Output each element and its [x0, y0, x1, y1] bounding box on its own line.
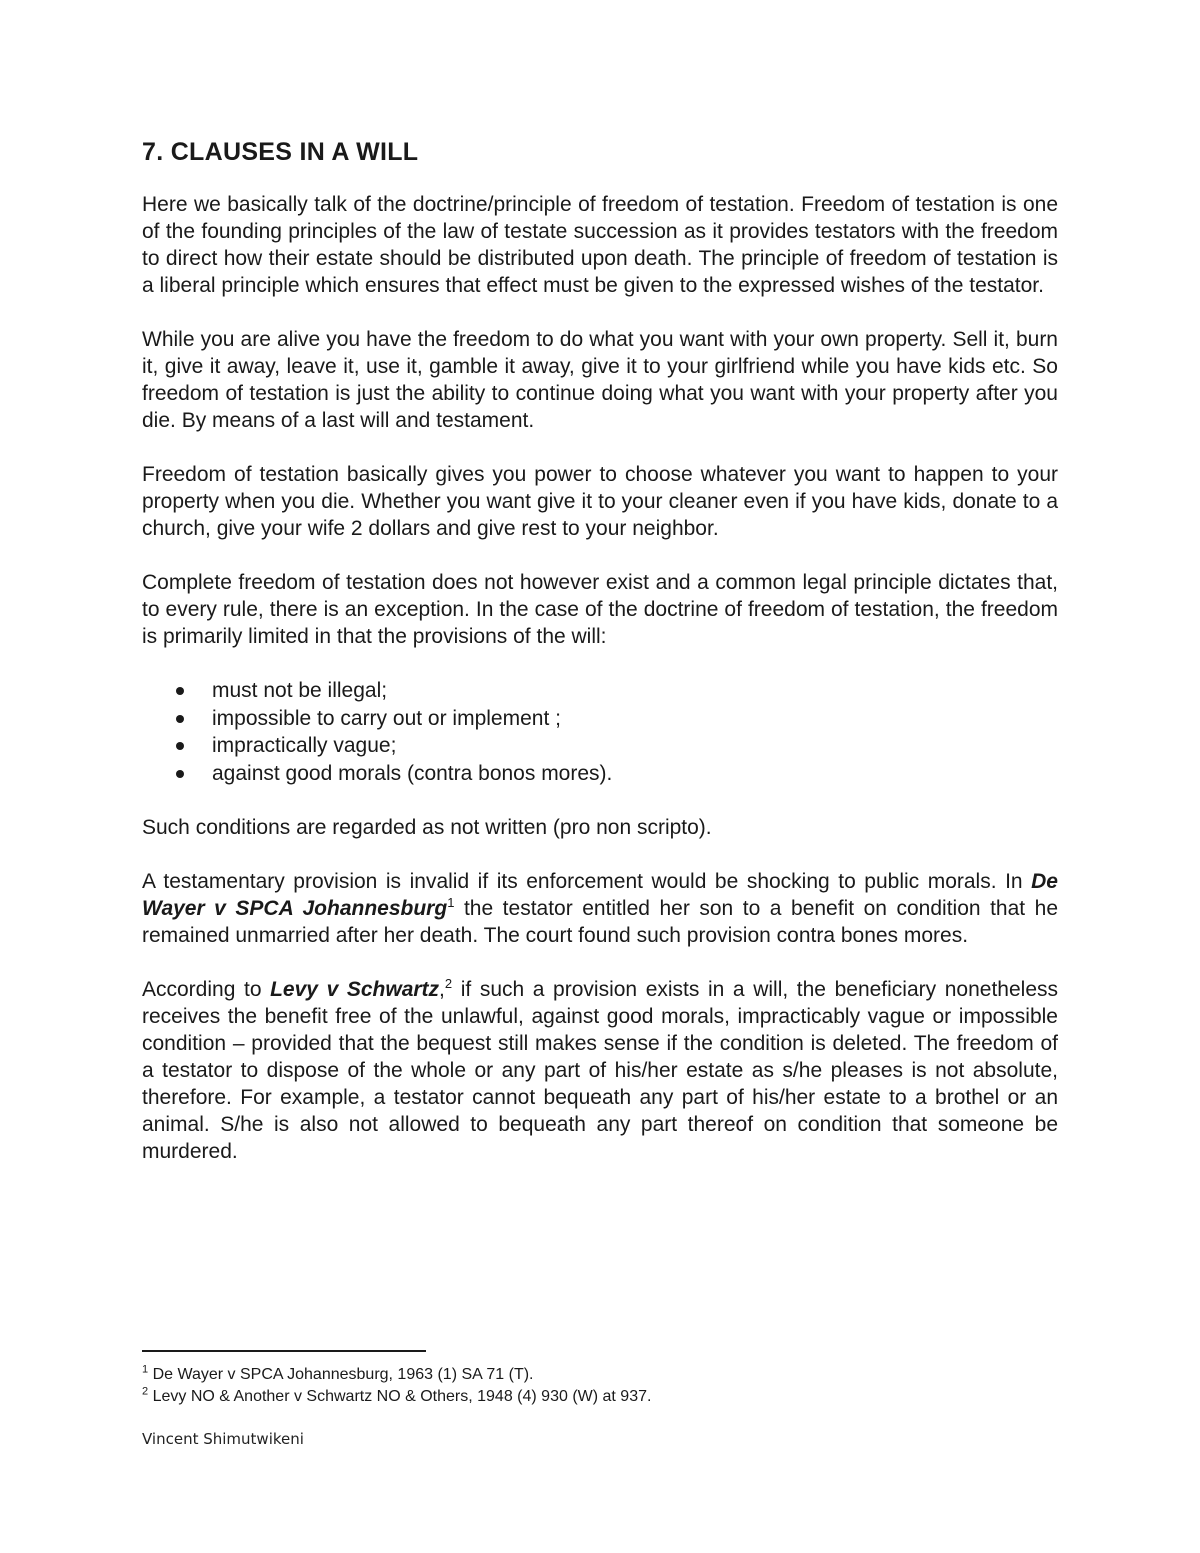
footnote-number: 2 — [142, 1385, 149, 1398]
footnotes — [142, 1364, 1058, 1408]
footnote-ref-2: 2 — [444, 976, 453, 991]
limitations-list — [142, 677, 1058, 787]
paragraph-de-wayer — [142, 868, 1058, 949]
footnote-ref-1: 1 — [447, 895, 455, 910]
author-footer: Vincent Shimutwikeni — [142, 1430, 304, 1448]
text-segment: According to — [142, 978, 271, 1001]
section-heading: 7. CLAUSES IN A WILL — [142, 138, 419, 166]
text-segment: , — [439, 978, 445, 1001]
text-segment: A testamentary provision is invalid if its enforcement would be shocking to public morals. In — [142, 870, 1032, 893]
list-item: against good morals (contra bonos mores). — [212, 760, 1058, 788]
paragraph-levy-v-schwartz — [142, 976, 1058, 1165]
footnote-text: Levy NO & Another v Schwartz NO & Others, 1948 (4) 930 (W) at 937. — [148, 1388, 652, 1405]
paragraph-limitations: Complete freedom of testation does not however exist and a common legal principle dictates that, to every rule, there is an exception. In the case of the doctrine of freedom of testation, the freedom is primarily limited in that the provisions of the will: — [142, 571, 1058, 648]
text-segment: the testator entitled her son to a benefit on condition that he remained unmarried after her death. The court found such provision contra bones mores. — [142, 897, 1059, 947]
footnote-text: De Wayer v SPCA Johannesburg, 1963 (1) SA 71 (T). — [148, 1366, 534, 1383]
list-item: impractically vague; — [212, 732, 1058, 760]
case-name-levy: Levy v Schwartz — [270, 978, 440, 1001]
text-segment: if such a provision exists in a will, the beneficiary nonetheless receives the benefit free of the unlawful, against good morals, impracticably vague or impossible condition – provided that the bequest still makes sense if the condition is deleted. The freedom of a testator to dispose of the whole or any part of his/her estate as s/he pleases is not absolute, therefore. For example, a testator cannot bequeath any part of his/her estate to a brothel or an animal. S/he is also not allowed to bequeath any part thereof on condition that someone be murdered. — [142, 978, 1058, 1163]
footnote-number: 1 — [142, 1363, 149, 1376]
paragraph-pro-non-scripto: Such conditions are regarded as not written (pro non scripto). — [142, 816, 712, 839]
paragraph-freedom-of-testation: Here we basically talk of the doctrine/principle of freedom of testation. Freedom of testation is one of the founding principles of the law of testate succession as it provides testators with the freedom to direct how their estate should be distributed upon death. The principle of freedom of testation is a liberal principle which ensures that effect must be given to the expressed wishes of the testator. — [142, 193, 1058, 297]
footnote-1 — [142, 1364, 1058, 1386]
list-item: impossible to carry out or implement ; — [212, 705, 1058, 733]
paragraph-while-alive: While you are alive you have the freedom to do what you want with your own property. Sell it, burn it, give it away, leave it, use it, gamble it away, give it to your girlfriend while you have kids etc. So freedom of testation is just the ability to continue doing what you want with your property after you die. By means of a last will and testament. — [142, 328, 1058, 432]
list-item: must not be illegal; — [212, 677, 1058, 705]
case-name-de-wayer: De Wayer v SPCA Johannesburg — [142, 870, 1058, 920]
document-body — [142, 138, 1058, 1192]
paragraph-power-to-choose: Freedom of testation basically gives you power to choose whatever you want to happen to your property when you die. Whether you want give it to your cleaner even if you have kids, donate to a church, give your wife 2 dollars and give rest to your neighbor. — [142, 463, 1058, 540]
footnote-2 — [142, 1386, 1058, 1408]
footnote-divider — [142, 1350, 426, 1352]
